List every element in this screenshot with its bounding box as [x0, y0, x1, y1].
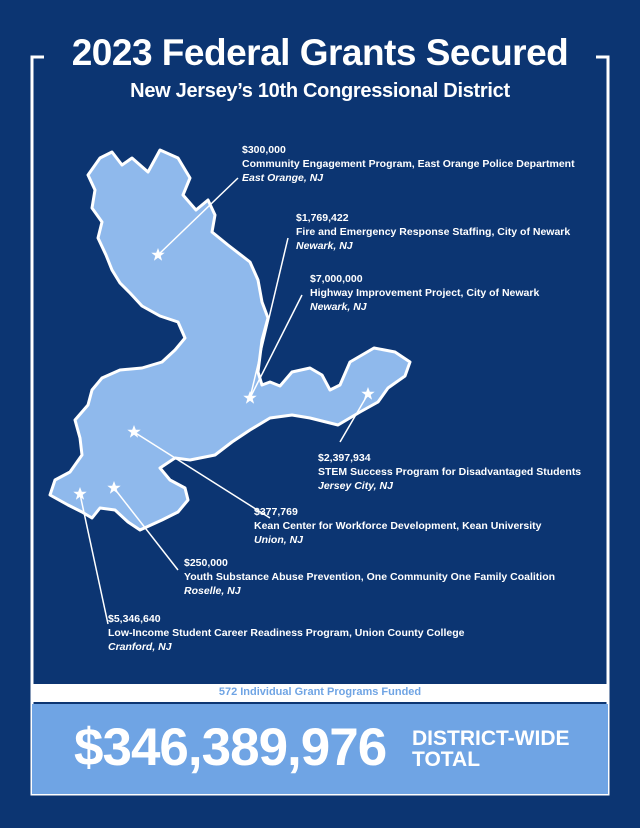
grant-program: Community Engagement Program, East Orange Police Department [242, 158, 575, 170]
grant-location: Jersey City, NJ [318, 480, 393, 492]
grant-label [242, 143, 575, 185]
total-label [412, 728, 592, 770]
grant-location: Newark, NJ [310, 301, 367, 313]
grant-amount: $5,346,640 [108, 613, 161, 625]
grant-amount: $377,769 [254, 506, 298, 518]
total-label-line1: DISTRICT-WIDE [412, 727, 570, 750]
grant-amount: $7,000,000 [310, 273, 363, 285]
grant-amount: $250,000 [184, 557, 228, 569]
grant-location: Cranford, NJ [108, 641, 172, 653]
grant-location: Union, NJ [254, 534, 303, 546]
grant-program: Kean Center for Workforce Development, Kean University [254, 520, 542, 532]
grant-amount: $2,397,934 [318, 452, 371, 464]
grant-program: Low-Income Student Career Readiness Program, Union County College [108, 627, 465, 639]
page-subtitle: New Jersey’s 10th Congressional District [130, 80, 510, 102]
grant-label [184, 556, 555, 598]
grant-location: East Orange, NJ [242, 172, 324, 184]
grant-program: Highway Improvement Project, City of Newark [310, 287, 540, 299]
grant-label [318, 451, 581, 493]
grant-location: Newark, NJ [296, 240, 353, 252]
grant-label [296, 211, 570, 253]
grant-program: Fire and Emergency Response Staffing, City of Newark [296, 226, 571, 238]
total-amount: $346,389,976 [74, 718, 387, 777]
total-label-line2: TOTAL [412, 748, 481, 771]
grant-program: STEM Success Program for Disadvantaged Students [318, 466, 582, 478]
grant-location: Roselle, NJ [184, 585, 241, 597]
programs-funded-text: 572 Individual Grant Programs Funded [218, 686, 422, 698]
grant-amount: $300,000 [242, 144, 286, 156]
grant-amount: $1,769,422 [296, 212, 349, 224]
grant-program: Youth Substance Abuse Prevention, One Community One Family Coalition [184, 571, 556, 583]
grant-label [108, 612, 464, 654]
grant-label [310, 272, 539, 314]
grant-label [254, 505, 541, 547]
page-title: 2023 Federal Grants Secured [71, 32, 569, 73]
